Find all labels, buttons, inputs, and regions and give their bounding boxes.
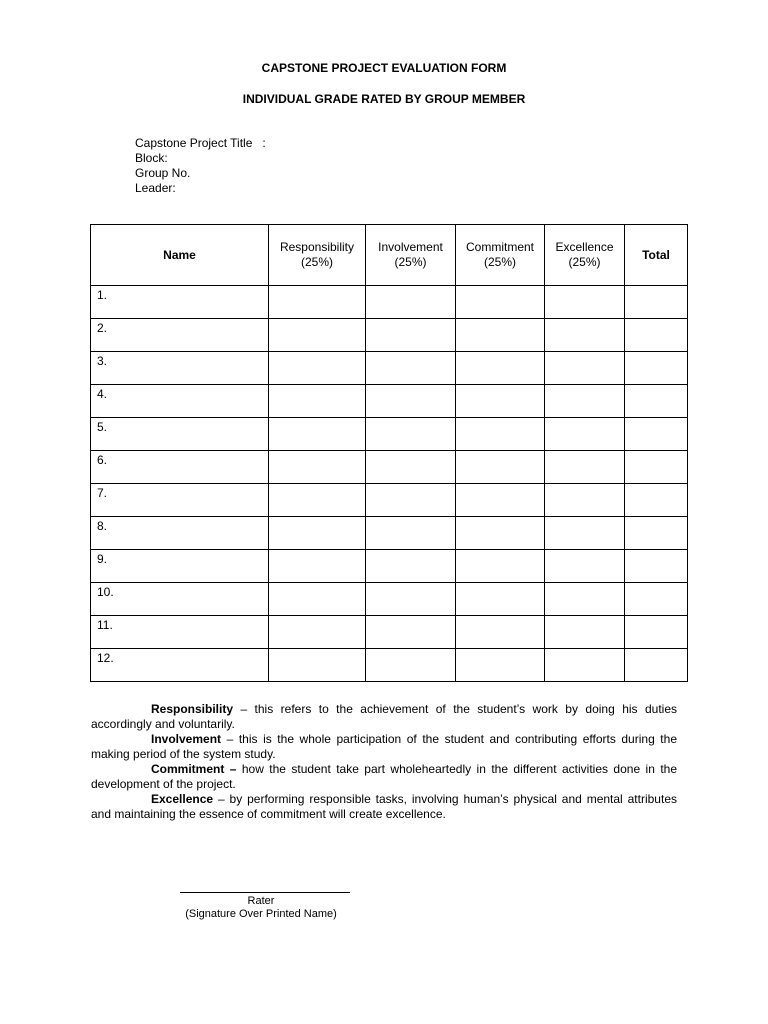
- name-cell[interactable]: 11.: [91, 616, 269, 649]
- term-commitment: Commitment –: [151, 762, 237, 776]
- involvement-cell[interactable]: [366, 484, 456, 517]
- total-cell[interactable]: [625, 583, 688, 616]
- header-responsibility-label: Responsibility: [279, 240, 355, 254]
- header-commitment-weight: (25%): [483, 255, 516, 269]
- involvement-cell[interactable]: [366, 385, 456, 418]
- commitment-cell[interactable]: [456, 286, 545, 319]
- header-name: Name: [91, 225, 269, 286]
- definition-excellence: [91, 792, 677, 822]
- commitment-cell[interactable]: [456, 517, 545, 550]
- name-cell[interactable]: 12.: [91, 649, 269, 682]
- responsibility-cell[interactable]: [269, 616, 366, 649]
- term-responsibility: Responsibility: [151, 702, 234, 716]
- excellence-cell[interactable]: [545, 451, 625, 484]
- commitment-cell[interactable]: [456, 451, 545, 484]
- commitment-cell[interactable]: [456, 484, 545, 517]
- table-row: [91, 385, 688, 418]
- responsibility-cell[interactable]: [269, 583, 366, 616]
- header-total: Total: [625, 225, 688, 286]
- commitment-cell[interactable]: [456, 385, 545, 418]
- responsibility-cell[interactable]: [269, 517, 366, 550]
- excellence-cell[interactable]: [545, 649, 625, 682]
- project-title-colon: :: [262, 136, 266, 150]
- term-involvement: Involvement: [151, 732, 222, 746]
- excellence-cell[interactable]: [545, 550, 625, 583]
- table-row: [91, 517, 688, 550]
- header-responsibility-weight: (25%): [300, 255, 333, 269]
- table-row: [91, 352, 688, 385]
- text-involvement: – this is the whole participation of the student and contributing efforts during the making period of the system study.: [91, 732, 677, 761]
- commitment-cell[interactable]: [456, 583, 545, 616]
- commitment-cell[interactable]: [456, 418, 545, 451]
- excellence-cell[interactable]: [545, 319, 625, 352]
- header-excellence-weight: (25%): [568, 255, 601, 269]
- involvement-cell[interactable]: [366, 616, 456, 649]
- total-cell[interactable]: [625, 451, 688, 484]
- project-title-label: Capstone Project Title: [135, 136, 253, 150]
- group-no-label: Group No.: [135, 166, 191, 180]
- name-cell[interactable]: 7.: [91, 484, 269, 517]
- name-cell[interactable]: 2.: [91, 319, 269, 352]
- definition-commitment: [91, 762, 677, 792]
- text-commitment: how the student take part wholeheartedly in the different activities done in the development of the project.: [91, 762, 678, 791]
- commitment-cell[interactable]: [456, 319, 545, 352]
- responsibility-cell[interactable]: [269, 286, 366, 319]
- name-cell[interactable]: 6.: [91, 451, 269, 484]
- table-row: [91, 484, 688, 517]
- involvement-cell[interactable]: [366, 550, 456, 583]
- signature-role: Rater: [247, 895, 275, 907]
- total-cell[interactable]: [625, 517, 688, 550]
- term-excellence: Excellence: [151, 792, 214, 806]
- header-excellence: [545, 225, 625, 286]
- total-cell[interactable]: [625, 616, 688, 649]
- header-commitment: [456, 225, 545, 286]
- total-cell[interactable]: [625, 418, 688, 451]
- total-cell[interactable]: [625, 550, 688, 583]
- signature-block: [175, 895, 347, 921]
- table-row: [91, 550, 688, 583]
- excellence-cell[interactable]: [545, 616, 625, 649]
- total-cell[interactable]: [625, 319, 688, 352]
- table-row: [91, 319, 688, 352]
- excellence-cell[interactable]: [545, 352, 625, 385]
- signature-note: (Signature Over Printed Name): [185, 908, 337, 920]
- total-cell[interactable]: [625, 286, 688, 319]
- text-responsibility: – this refers to the achievement of the student’s work by doing his duties accordingly and voluntarily.: [91, 702, 677, 731]
- project-info: [135, 136, 266, 196]
- table-row: [91, 418, 688, 451]
- responsibility-cell[interactable]: [269, 649, 366, 682]
- responsibility-cell[interactable]: [269, 352, 366, 385]
- table-row: [91, 451, 688, 484]
- name-cell[interactable]: 5.: [91, 418, 269, 451]
- excellence-cell[interactable]: [545, 484, 625, 517]
- total-cell[interactable]: [625, 484, 688, 517]
- commitment-cell[interactable]: [456, 352, 545, 385]
- header-involvement: [366, 225, 456, 286]
- total-cell[interactable]: [625, 352, 688, 385]
- definition-involvement: [91, 732, 677, 762]
- involvement-cell[interactable]: [366, 583, 456, 616]
- excellence-cell[interactable]: [545, 418, 625, 451]
- responsibility-cell[interactable]: [269, 484, 366, 517]
- header-commitment-label: Commitment: [465, 240, 534, 254]
- evaluation-table: [90, 224, 688, 682]
- excellence-cell[interactable]: [545, 517, 625, 550]
- involvement-cell[interactable]: [366, 418, 456, 451]
- responsibility-cell[interactable]: [269, 385, 366, 418]
- text-excellence: – by performing responsible tasks, involving human’s physical and mental attributes and maintaining the essence of commitment will create excellence.: [91, 792, 677, 821]
- total-cell[interactable]: [625, 385, 688, 418]
- name-cell[interactable]: 10.: [91, 583, 269, 616]
- involvement-cell[interactable]: [366, 517, 456, 550]
- responsibility-cell[interactable]: [269, 451, 366, 484]
- project-title-field: [135, 136, 266, 151]
- responsibility-cell[interactable]: [269, 418, 366, 451]
- name-cell[interactable]: 4.: [91, 385, 269, 418]
- header-involvement-weight: (25%): [394, 255, 427, 269]
- involvement-cell[interactable]: [366, 319, 456, 352]
- form-title: CAPSTONE PROJECT EVALUATION FORM: [261, 61, 507, 75]
- criteria-definitions: [91, 702, 677, 822]
- signature-line: [180, 892, 350, 893]
- definition-responsibility: [91, 702, 677, 732]
- involvement-cell[interactable]: [366, 649, 456, 682]
- commitment-cell[interactable]: [456, 550, 545, 583]
- name-cell[interactable]: 3.: [91, 352, 269, 385]
- involvement-cell[interactable]: [366, 352, 456, 385]
- table-row: [91, 649, 688, 682]
- responsibility-cell[interactable]: [269, 319, 366, 352]
- involvement-cell[interactable]: [366, 451, 456, 484]
- name-cell[interactable]: 1.: [91, 286, 269, 319]
- table-row: [91, 583, 688, 616]
- name-cell[interactable]: 9.: [91, 550, 269, 583]
- excellence-cell[interactable]: [545, 385, 625, 418]
- header-excellence-label: Excellence: [555, 240, 614, 254]
- header-responsibility: [269, 225, 366, 286]
- excellence-cell[interactable]: [545, 583, 625, 616]
- responsibility-cell[interactable]: [269, 550, 366, 583]
- name-cell[interactable]: 8.: [91, 517, 269, 550]
- table-body: [91, 286, 688, 682]
- excellence-cell[interactable]: [545, 286, 625, 319]
- commitment-cell[interactable]: [456, 616, 545, 649]
- form-subtitle: INDIVIDUAL GRADE RATED BY GROUP MEMBER: [242, 92, 526, 106]
- table-header-row: [91, 225, 688, 286]
- total-cell[interactable]: [625, 649, 688, 682]
- table-row: [91, 286, 688, 319]
- leader-label: Leader:: [135, 181, 176, 195]
- involvement-cell[interactable]: [366, 286, 456, 319]
- block-label: Block:: [135, 151, 168, 165]
- header-involvement-label: Involvement: [378, 240, 443, 254]
- commitment-cell[interactable]: [456, 649, 545, 682]
- table-row: [91, 616, 688, 649]
